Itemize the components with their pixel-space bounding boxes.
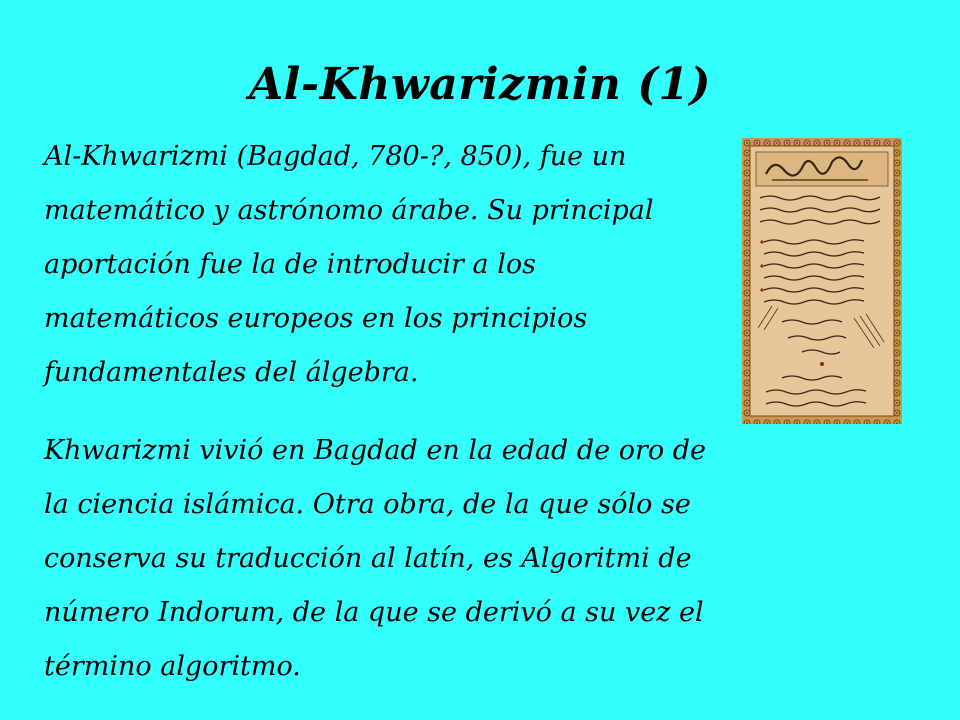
paragraph-biography: Al-Khwarizmi (Bagdad, 780-?, 850), fue un matemático y astrónomo árabe. Su principal aportación fue la de introducir a los matemáticos europeos en los principios fundamentales del álgebra.	[44, 141, 654, 388]
manuscript-title-band	[756, 152, 888, 186]
slide-title: Al-Khwarizmin (1)	[249, 59, 711, 111]
manuscript-image	[742, 138, 902, 424]
paragraph-algorithm: Khwarizmi vivió en Bagdad en la edad de oro de la ciencia islámica. Otra obra, de la que sólo se conserva su traducción al latín, es Algoritmi de número Indorum, de la que se derivó a su vez el término algoritmo.	[44, 435, 706, 682]
manuscript-page	[750, 146, 894, 416]
